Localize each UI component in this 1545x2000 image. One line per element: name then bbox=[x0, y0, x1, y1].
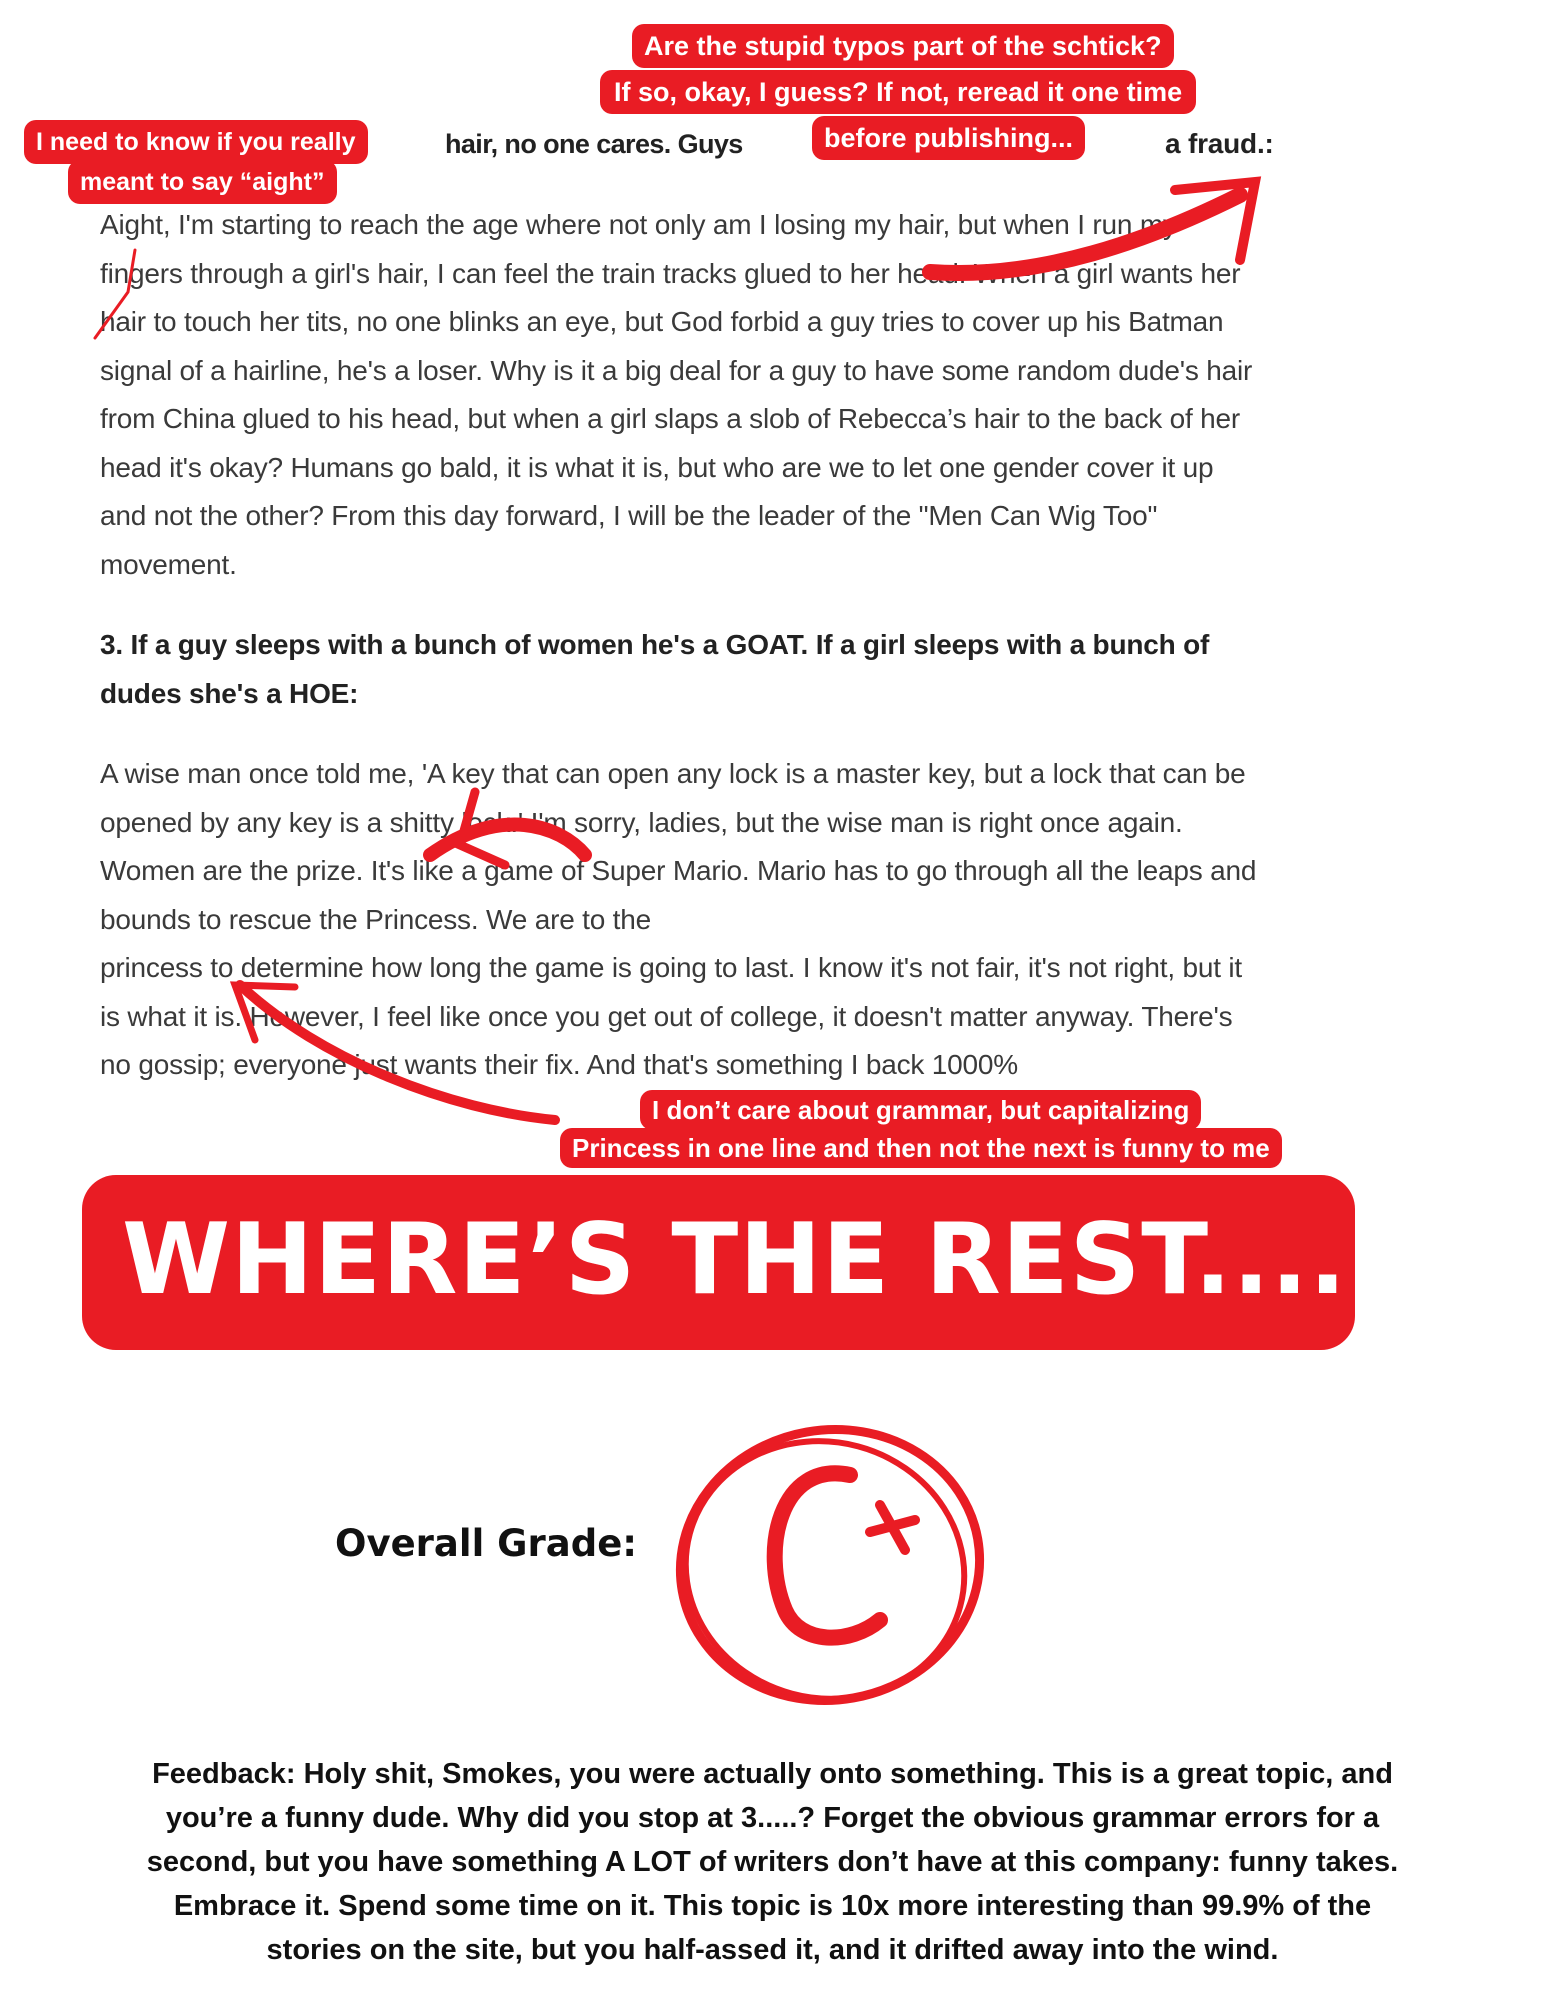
paragraph-line: opened by any key is a shitty lock.' I'm sorry, ladies, but the wise man is right once again. bbox=[100, 807, 1183, 838]
paragraph-line: and not the other? From this day forward, I will be the leader of the "Men Can Wig Too" bbox=[100, 500, 1158, 531]
grade-c-plus-icon bbox=[657, 1406, 1002, 1730]
paragraph-line: is what it is. However, I feel like once you get out of college, it doesn't matter anyway. There's bbox=[100, 1001, 1233, 1032]
arrow-icon bbox=[240, 985, 555, 1120]
paragraph-line: no gossip; everyone just wants their fix. And that's something I back 1000% bbox=[100, 1049, 1018, 1080]
paragraph-line: head it's okay? Humans go bald, it is what it is, but who are we to let one gender cover it up bbox=[100, 452, 1214, 483]
wheres-the-rest-banner bbox=[82, 1175, 1520, 1350]
arrow-icon bbox=[430, 825, 585, 855]
typos-callout-line: Are the stupid typos part of the schtick? bbox=[632, 24, 1174, 68]
princess-callout-line: I don’t care about grammar, but capitalizing bbox=[640, 1090, 1201, 1130]
section-heading-3: 3. If a guy sleeps with a bunch of women he's a GOAT. If a girl sleeps with a bunch of bbox=[100, 629, 1210, 660]
princess-callout-line: Princess in one line and then not the next is funny to me bbox=[560, 1128, 1282, 1168]
feedback-line: you’re a funny dude. Why did you stop at 3.....? Forget the obvious grammar errors for a bbox=[165, 1802, 1380, 1834]
typos-callout-line: If so, okay, I guess? If not, reread it one time bbox=[600, 70, 1196, 114]
paragraph-line: from China glued to his head, but when a girl slaps a slob of Rebecca’s hair to the back of her bbox=[100, 403, 1241, 434]
paragraph-line: bounds to rescue the Princess. We are to the bbox=[100, 904, 651, 935]
feedback-line: second, but you have something A LOT of writers don’t have at this company: funny takes. bbox=[146, 1846, 1399, 1878]
arrow-icon bbox=[95, 250, 135, 338]
paragraph-line: Women are the prize. It's like a game of Super Mario. Mario has to go through all the leaps and bbox=[100, 855, 1257, 886]
arrow-icon bbox=[930, 195, 1240, 273]
feedback-text bbox=[0, 1752, 1545, 1972]
banner-text: WHERE’S THE REST.......? bbox=[122, 1203, 1520, 1317]
section-heading-3: dudes she's a HOE: bbox=[100, 678, 359, 709]
paragraph-line: princess to determine how long the game is going to last. I know it's not fair, it's not right, but it bbox=[100, 952, 1242, 983]
feedback-line: Embrace it. Spend some time on it. This topic is 10x more interesting than 99.9% of the bbox=[173, 1890, 1372, 1922]
section-heading-2-end: a fraud.: bbox=[1165, 128, 1274, 159]
section-heading-2-fragment: hair, no one cares. Guys bbox=[445, 129, 743, 159]
aight-callout-line: I need to know if you really bbox=[24, 120, 368, 164]
paragraph-line: A wise man once told me, 'A key that can open any lock is a master key, but a lock that can be bbox=[100, 758, 1246, 789]
feedback-line: Feedback: Holy shit, Smokes, you were actually onto something. This is a great topic, and bbox=[152, 1758, 1393, 1790]
paragraph-line: hair to touch her tits, no one blinks an eye, but God forbid a guy tries to cover up his Batman bbox=[100, 306, 1224, 337]
paragraph-line: fingers through a girl's hair, I can feel the train tracks glued to her head. When a girl wants her bbox=[100, 258, 1241, 289]
paragraph-line: movement. bbox=[100, 549, 237, 580]
paragraph-line: Aight, I'm starting to reach the age where not only am I losing my hair, but when I run my bbox=[100, 209, 1177, 240]
overall-grade-label: Overall Grade: bbox=[335, 1522, 638, 1565]
aight-callout-line: meant to say “aight” bbox=[68, 160, 337, 204]
typos-callout-line: before publishing... bbox=[812, 116, 1085, 160]
paragraph-line: signal of a hairline, he's a loser. Why is it a big deal for a guy to have some random dude's hair bbox=[100, 355, 1253, 386]
feedback-line: stories on the site, but you half-assed it, and it drifted away into the wind. bbox=[266, 1934, 1279, 1966]
